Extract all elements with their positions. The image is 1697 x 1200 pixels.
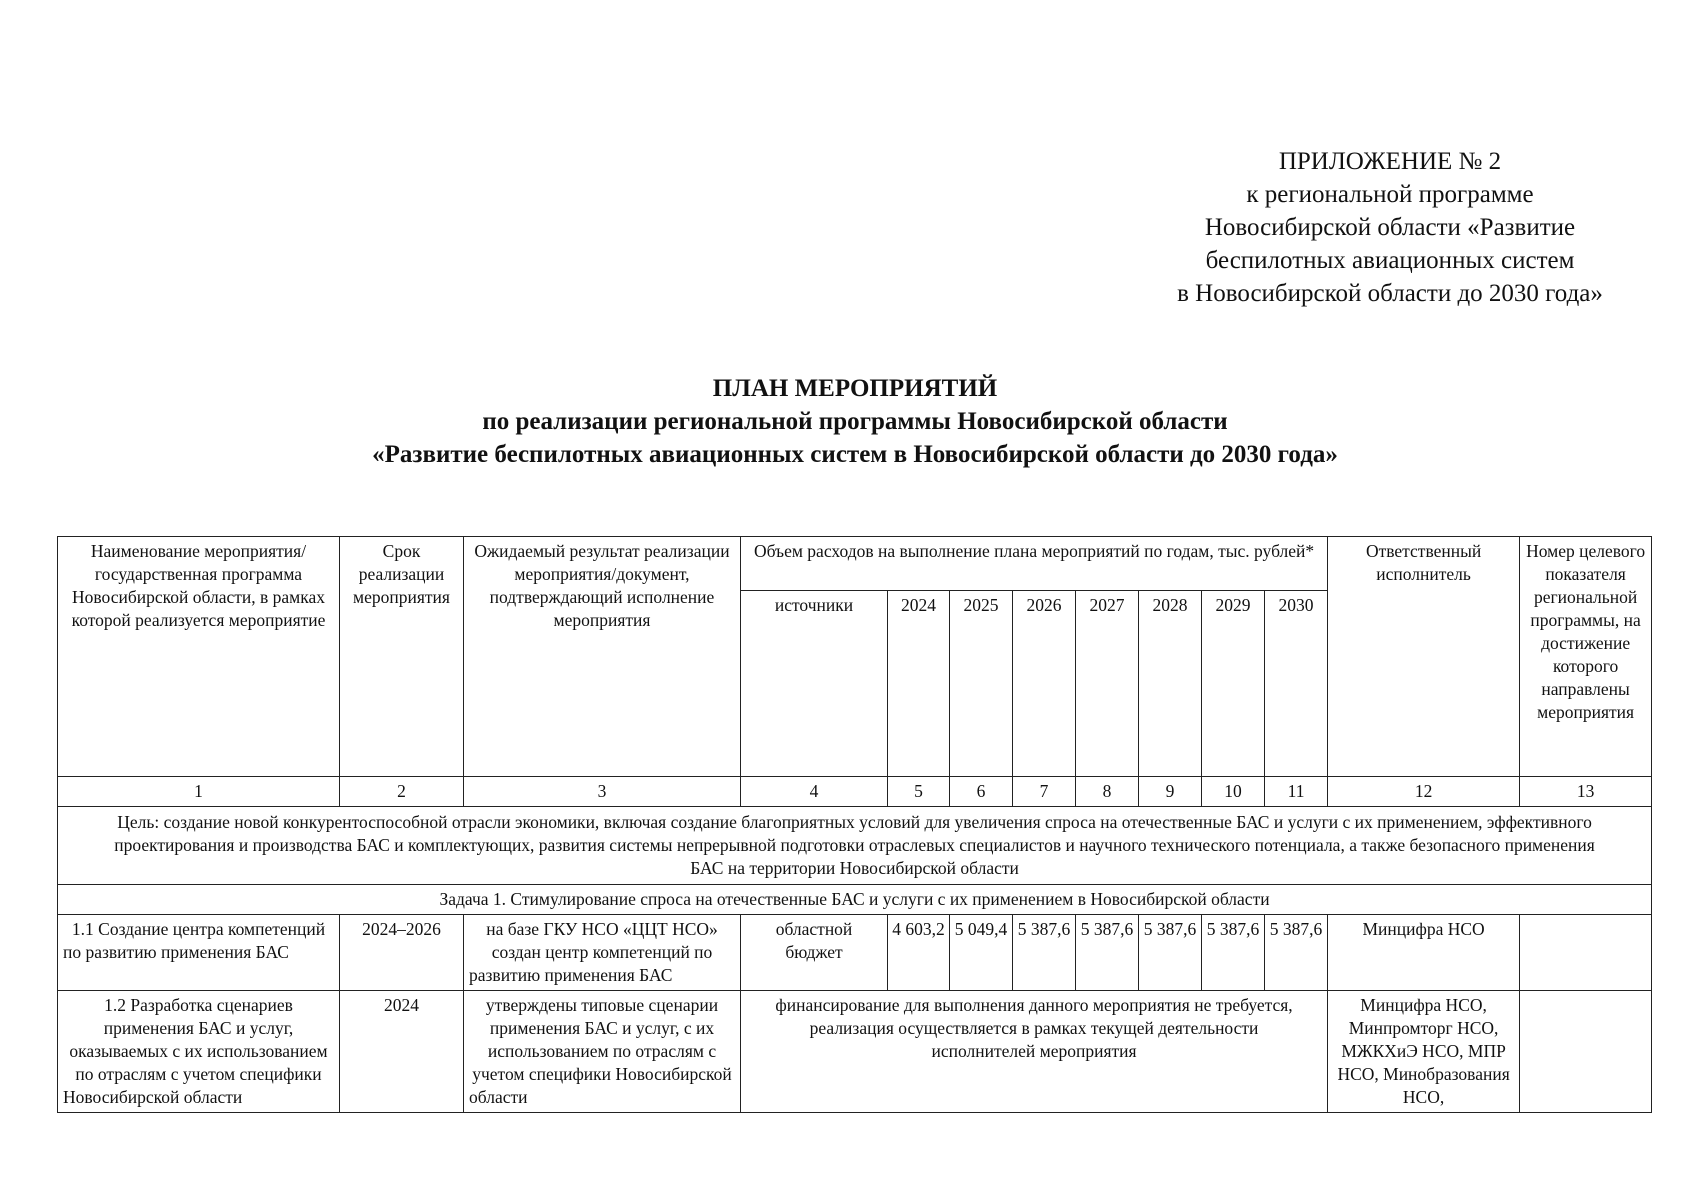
goal-text: Цель: создание новой конкурентоспособной отрасли экономики, включая создание благоприятных условий для увеличения спроса на отечественные БАС и услуги с их применением, эффективного проектирования и производства БАС и комплектующих, развития системы непрерывной подготовки отраслевых специалистов и научного технического потенциала, а также безопасного применения БАС на территории Новосибирской области bbox=[58, 807, 1652, 885]
title-line-2: по реализации региональной программы Новосибирской области bbox=[482, 408, 1228, 435]
header-row-1 bbox=[58, 537, 1652, 591]
header-name: Наименование мероприятия/государственная программа Новосибирской области, в рамках которой реализуется мероприятие bbox=[58, 537, 340, 777]
goal-row bbox=[58, 807, 1652, 885]
col-number: 12 bbox=[1328, 777, 1520, 807]
header-year: 2030 bbox=[1265, 591, 1328, 777]
row-funding-note: финансирование для выполнения данного мероприятия не требуется, реализация осуществляется в рамках текущей деятельности исполнителей мероприятия bbox=[741, 991, 1328, 1113]
table-row bbox=[58, 991, 1652, 1113]
appendix-line-5: в Новосибирской области до 2030 года» bbox=[1177, 280, 1603, 307]
col-number: 11 bbox=[1265, 777, 1328, 807]
col-number: 10 bbox=[1202, 777, 1265, 807]
row-result: на базе ГКУ НСО «ЦЦТ НСО» создан центр компетенций по развитию применения БАС bbox=[464, 915, 741, 991]
appendix-line-4: беспилотных авиационных систем bbox=[1205, 247, 1575, 274]
title-line-1: ПЛАН МЕРОПРИЯТИЙ bbox=[712, 375, 998, 402]
col-number: 6 bbox=[950, 777, 1013, 807]
row-result: утверждены типовые сценарии применения БАС и услуг, с их использованием по отраслям с учетом специфики Новосибирской области bbox=[464, 991, 741, 1113]
header-year: 2029 bbox=[1202, 591, 1265, 777]
header-year: 2027 bbox=[1076, 591, 1139, 777]
row-term: 2024 bbox=[340, 991, 464, 1113]
col-number: 13 bbox=[1520, 777, 1652, 807]
col-number: 1 bbox=[58, 777, 340, 807]
header-executor: Ответственный исполнитель bbox=[1328, 537, 1520, 777]
row-amount: 4 603,2 bbox=[888, 915, 950, 991]
table-row bbox=[58, 915, 1652, 991]
row-indicator bbox=[1520, 915, 1652, 991]
row-amount: 5 387,6 bbox=[1265, 915, 1328, 991]
header-result: Ожидаемый результат реализации мероприятия/документ, подтверждающий исполнение мероприятия bbox=[464, 537, 741, 777]
appendix-line-2: к региональной программе bbox=[1246, 181, 1534, 208]
appendix-block bbox=[1120, 145, 1660, 310]
row-amount: 5 387,6 bbox=[1013, 915, 1076, 991]
col-number: 2 bbox=[340, 777, 464, 807]
row-executor: Минцифра НСО bbox=[1328, 915, 1520, 991]
col-number: 5 bbox=[888, 777, 950, 807]
row-amount: 5 049,4 bbox=[950, 915, 1013, 991]
plan-table bbox=[57, 536, 1652, 1113]
title-line-3: «Развитие беспилотных авиационных систем в Новосибирской области до 2030 года» bbox=[372, 441, 1338, 468]
row-amount: 5 387,6 bbox=[1076, 915, 1139, 991]
header-year: 2024 bbox=[888, 591, 950, 777]
header-year: 2025 bbox=[950, 591, 1013, 777]
col-number: 3 bbox=[464, 777, 741, 807]
col-number: 9 bbox=[1139, 777, 1202, 807]
col-number: 7 bbox=[1013, 777, 1076, 807]
row-indicator bbox=[1520, 991, 1652, 1113]
task-row bbox=[58, 885, 1652, 915]
header-term: Срок реализации мероприятия bbox=[340, 537, 464, 777]
header-indicator: Номер целевого показателя региональной программы, на достижение которого направлены мероприятия bbox=[1520, 537, 1652, 777]
header-sources: источники bbox=[741, 591, 888, 777]
row-name: 1.2 Разработка сценариев применения БАС и услуг, оказываемых с их использованием по отраслям с учетом специфики Новосибирской области bbox=[58, 991, 340, 1113]
col-number: 4 bbox=[741, 777, 888, 807]
row-source: областной бюджет bbox=[741, 915, 888, 991]
row-term: 2024–2026 bbox=[340, 915, 464, 991]
header-year: 2028 bbox=[1139, 591, 1202, 777]
appendix-line-1: ПРИЛОЖЕНИЕ № 2 bbox=[1278, 148, 1502, 175]
row-name: 1.1 Создание центра компетенций по развитию применения БАС bbox=[58, 915, 340, 991]
header-year: 2026 bbox=[1013, 591, 1076, 777]
row-executor: Минцифра НСО, Минпромторг НСО, МЖКХиЭ НСО, МПР НСО, Минобразования НСО, bbox=[1328, 991, 1520, 1113]
document-title bbox=[60, 372, 1650, 471]
col-number: 8 bbox=[1076, 777, 1139, 807]
column-number-row bbox=[58, 777, 1652, 807]
row-amount: 5 387,6 bbox=[1139, 915, 1202, 991]
row-amount: 5 387,6 bbox=[1202, 915, 1265, 991]
task-text: Задача 1. Стимулирование спроса на отечественные БАС и услуги с их применением в Новосибирской области bbox=[58, 885, 1652, 915]
appendix-line-3: Новосибирской области «Развитие bbox=[1204, 214, 1576, 241]
header-volume: Объем расходов на выполнение плана мероприятий по годам, тыс. рублей* bbox=[741, 537, 1328, 591]
